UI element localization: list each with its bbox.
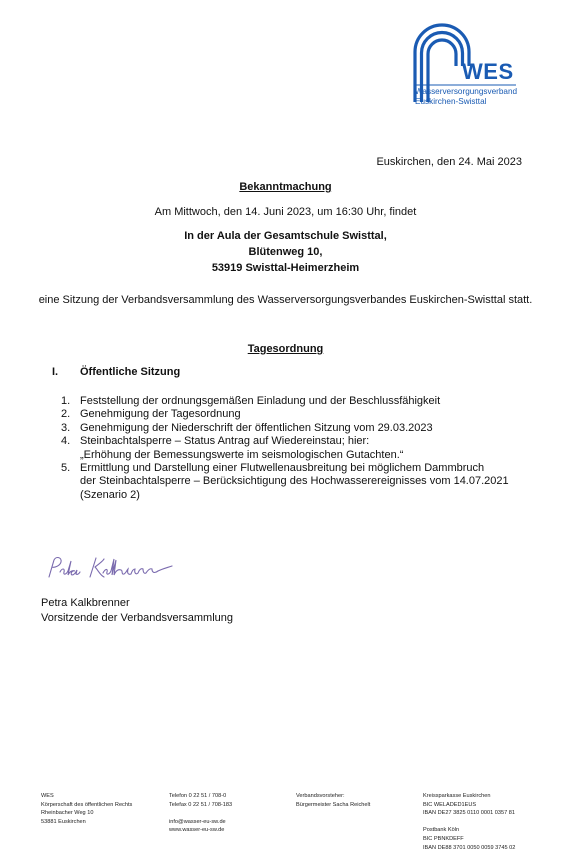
logo-line1: Wasserversorgungsverband (415, 87, 518, 96)
agenda-item-number: 5. (61, 462, 71, 475)
announcement-heading: Bekanntmachung (239, 181, 332, 193)
section-title: Öffentliche Sitzung (80, 366, 181, 378)
agenda-item-text: der Steinbachtalsperre – Berücksichtigung des Hochwasserereignisses vom 14.07.2021 (80, 475, 509, 488)
agenda-item-text: Genehmigung der Niederschrift der öffentlichen Sitzung vom 29.03.2023 (80, 421, 433, 434)
signatory-role: Vorsitzende der Verbandsversammlung (41, 612, 233, 624)
handwritten-signature (46, 553, 176, 583)
logo-brand: WES (462, 59, 514, 84)
meeting-time: Am Mittwoch, den 14. Juni 2023, um 16:30 Uhr, findet (154, 206, 417, 218)
footer-bank (423, 792, 515, 852)
footer-address (41, 792, 132, 826)
wes-logo (412, 22, 530, 114)
signatory-name: Petra Kalkbrenner (41, 597, 130, 609)
signatory-block (41, 596, 233, 626)
location-line3: 53919 Swisttal-Heimerzheim (211, 262, 360, 274)
footer-line: IBAN DE27 3825 0110 0001 0357 81 (423, 810, 515, 817)
location-line1: In der Aula der Gesamtschule Swisttal, (184, 230, 387, 242)
agenda-item (52, 462, 522, 502)
footer-line: info@wasser-eu-sw.de (169, 818, 226, 825)
agenda-list (52, 395, 522, 502)
agenda-item-text: Genehmigung der Tagesordnung (80, 408, 241, 421)
agenda-item-text: Ermittlung und Darstellung einer Flutwellenausbreitung bei möglichem Dammbruch (80, 462, 485, 475)
agenda-item-text: „Erhöhung der Bemessungswerte im seismologischen Gutachten.“ (80, 448, 404, 461)
agenda-item-text: Feststellung der ordnungsgemäßen Einladung und der Beschlussfähigkeit (80, 395, 441, 407)
footer-line: Körperschaft des öffentlichen Rechts (41, 801, 133, 808)
agenda-item-number: 4. (61, 435, 71, 448)
date-line: Euskirchen, den 24. Mai 2023 (376, 156, 522, 168)
footer-line (169, 809, 232, 818)
footer-line: 53881 Euskirchen (41, 818, 86, 825)
agenda-heading: Tagesordnung (247, 343, 324, 355)
section-heading (52, 366, 180, 378)
agenda-item-number: 1. (61, 395, 71, 407)
agenda-item-text: (Szenario 2) (80, 488, 140, 501)
footer-line: Telefax 0 22 51 / 708-183 (169, 801, 233, 808)
footer-line: Kreissparkasse Euskirchen (423, 793, 491, 799)
footer-contact (169, 792, 232, 835)
footer-line: Verbandsvorsteher: (296, 793, 345, 799)
agenda-item (52, 422, 522, 435)
agenda-item-number: 2. (61, 408, 71, 421)
agenda-item (52, 435, 522, 462)
footer-line (423, 818, 515, 827)
location-line2: Blütenweg 10, (248, 246, 323, 258)
footer-line: BIC WELADED1EUS (423, 801, 477, 808)
footer-line: www.wasser-eu-sw.de (169, 827, 225, 834)
agenda-item-text: Steinbachtalsperre – Status Antrag auf Wiedereinstau; hier: (80, 435, 370, 448)
logo-line2: Euskirchen-Swisttal (415, 97, 487, 106)
footer-chair (296, 792, 370, 809)
footer-line: Postbank Köln (423, 827, 460, 834)
agenda-item (52, 395, 522, 408)
footer-line: Bürgermeister Sacha Reichelt (296, 801, 371, 808)
footer-line: BIC PBNKDEFF (423, 835, 464, 842)
footer-line: Rheinbacher Weg 10 (41, 810, 94, 817)
agenda-item-number: 3. (61, 421, 71, 434)
section-number: I. (52, 366, 59, 378)
agenda-item (52, 408, 522, 421)
footer-line: Telefon 0 22 51 / 708-0 (169, 793, 227, 799)
footer-line: WES (41, 793, 54, 799)
meeting-text: eine Sitzung der Verbandsversammlung des Wasserversorgungsverbandes Euskirchen-Swisttal statt. (38, 294, 533, 306)
footer-line: IBAN DE88 3701 0050 0059 3745 02 (423, 844, 516, 851)
